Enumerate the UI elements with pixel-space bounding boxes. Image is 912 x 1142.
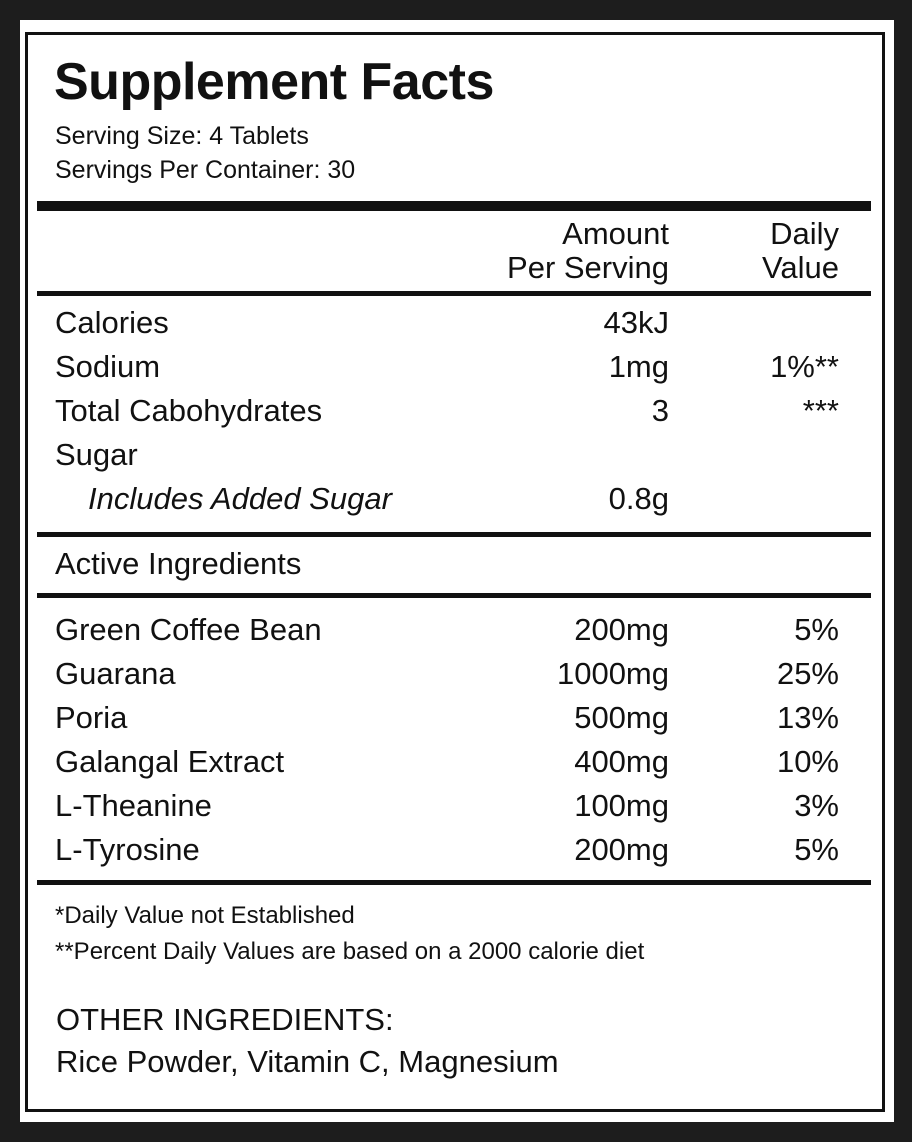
other-ingredients-list: Rice Powder, Vitamin C, Magnesium bbox=[56, 1044, 559, 1079]
row-name: Sodium bbox=[55, 349, 161, 384]
row-daily-value: 3% bbox=[794, 788, 839, 823]
row-name: Sugar bbox=[55, 437, 138, 472]
ingredient-row bbox=[55, 652, 839, 696]
row-daily-value: 25% bbox=[776, 656, 839, 691]
nutrition-row bbox=[55, 301, 839, 345]
supplement-facts-panel bbox=[20, 20, 894, 1122]
nutrition-row bbox=[55, 345, 839, 389]
row-name: Calories bbox=[55, 305, 169, 340]
ingredient-row bbox=[55, 608, 839, 652]
row-amount: 43kJ bbox=[603, 305, 669, 340]
footer-divider bbox=[37, 880, 871, 885]
header-divider bbox=[37, 291, 871, 296]
row-name: Guarana bbox=[55, 656, 176, 691]
amount-header-line1: Amount bbox=[562, 216, 669, 251]
ingredient-row bbox=[55, 696, 839, 740]
servings-per-container: Servings Per Container: 30 bbox=[55, 156, 356, 184]
row-name: Galangal Extract bbox=[55, 744, 285, 779]
ingredient-row bbox=[55, 740, 839, 784]
ingredient-row bbox=[55, 784, 839, 828]
row-amount: 400mg bbox=[574, 744, 669, 779]
active-ingredients-heading: Active Ingredients bbox=[55, 546, 302, 581]
section-divider bbox=[37, 593, 871, 598]
serving-size: Serving Size: 4 Tablets bbox=[55, 122, 309, 150]
row-amount: 200mg bbox=[574, 832, 669, 867]
section-divider bbox=[37, 532, 871, 537]
nutrition-row bbox=[55, 477, 839, 521]
other-ingredients-heading: OTHER INGREDIENTS: bbox=[56, 1002, 394, 1037]
row-amount: 100mg bbox=[574, 788, 669, 823]
row-amount: 1000mg bbox=[556, 656, 669, 691]
footnote-percent-daily: **Percent Daily Values are based on a 2000 calorie diet bbox=[55, 938, 645, 965]
daily-header-line2: Value bbox=[762, 250, 839, 285]
ingredient-row bbox=[55, 828, 839, 872]
daily-header-line1: Daily bbox=[770, 216, 839, 251]
footnote-not-established: *Daily Value not Established bbox=[55, 902, 355, 929]
row-daily-value: *** bbox=[802, 393, 839, 428]
row-amount: 1mg bbox=[608, 349, 669, 384]
row-daily-value: 13% bbox=[776, 700, 839, 735]
daily-value-column-header bbox=[762, 217, 839, 285]
row-amount: 3 bbox=[651, 393, 669, 428]
row-name: L-Tyrosine bbox=[55, 832, 200, 867]
row-name: Poria bbox=[55, 700, 128, 735]
nutrition-row bbox=[55, 433, 839, 477]
row-amount: 500mg bbox=[574, 700, 669, 735]
row-name: Includes Added Sugar bbox=[88, 481, 392, 516]
amount-header-line2: Per Serving bbox=[507, 250, 669, 285]
row-amount: 0.8g bbox=[608, 481, 669, 516]
row-name: Green Coffee Bean bbox=[55, 612, 322, 647]
thick-divider bbox=[37, 201, 871, 211]
row-daily-value: 1%** bbox=[770, 349, 839, 384]
row-daily-value: 10% bbox=[776, 744, 839, 779]
row-amount: 200mg bbox=[574, 612, 669, 647]
row-daily-value: 5% bbox=[794, 612, 839, 647]
row-name: L-Theanine bbox=[55, 788, 212, 823]
label-title: Supplement Facts bbox=[54, 53, 494, 111]
row-name: Total Cabohydrates bbox=[55, 393, 323, 428]
nutrition-row bbox=[55, 389, 839, 433]
row-daily-value: 5% bbox=[794, 832, 839, 867]
amount-column-header bbox=[507, 217, 669, 285]
